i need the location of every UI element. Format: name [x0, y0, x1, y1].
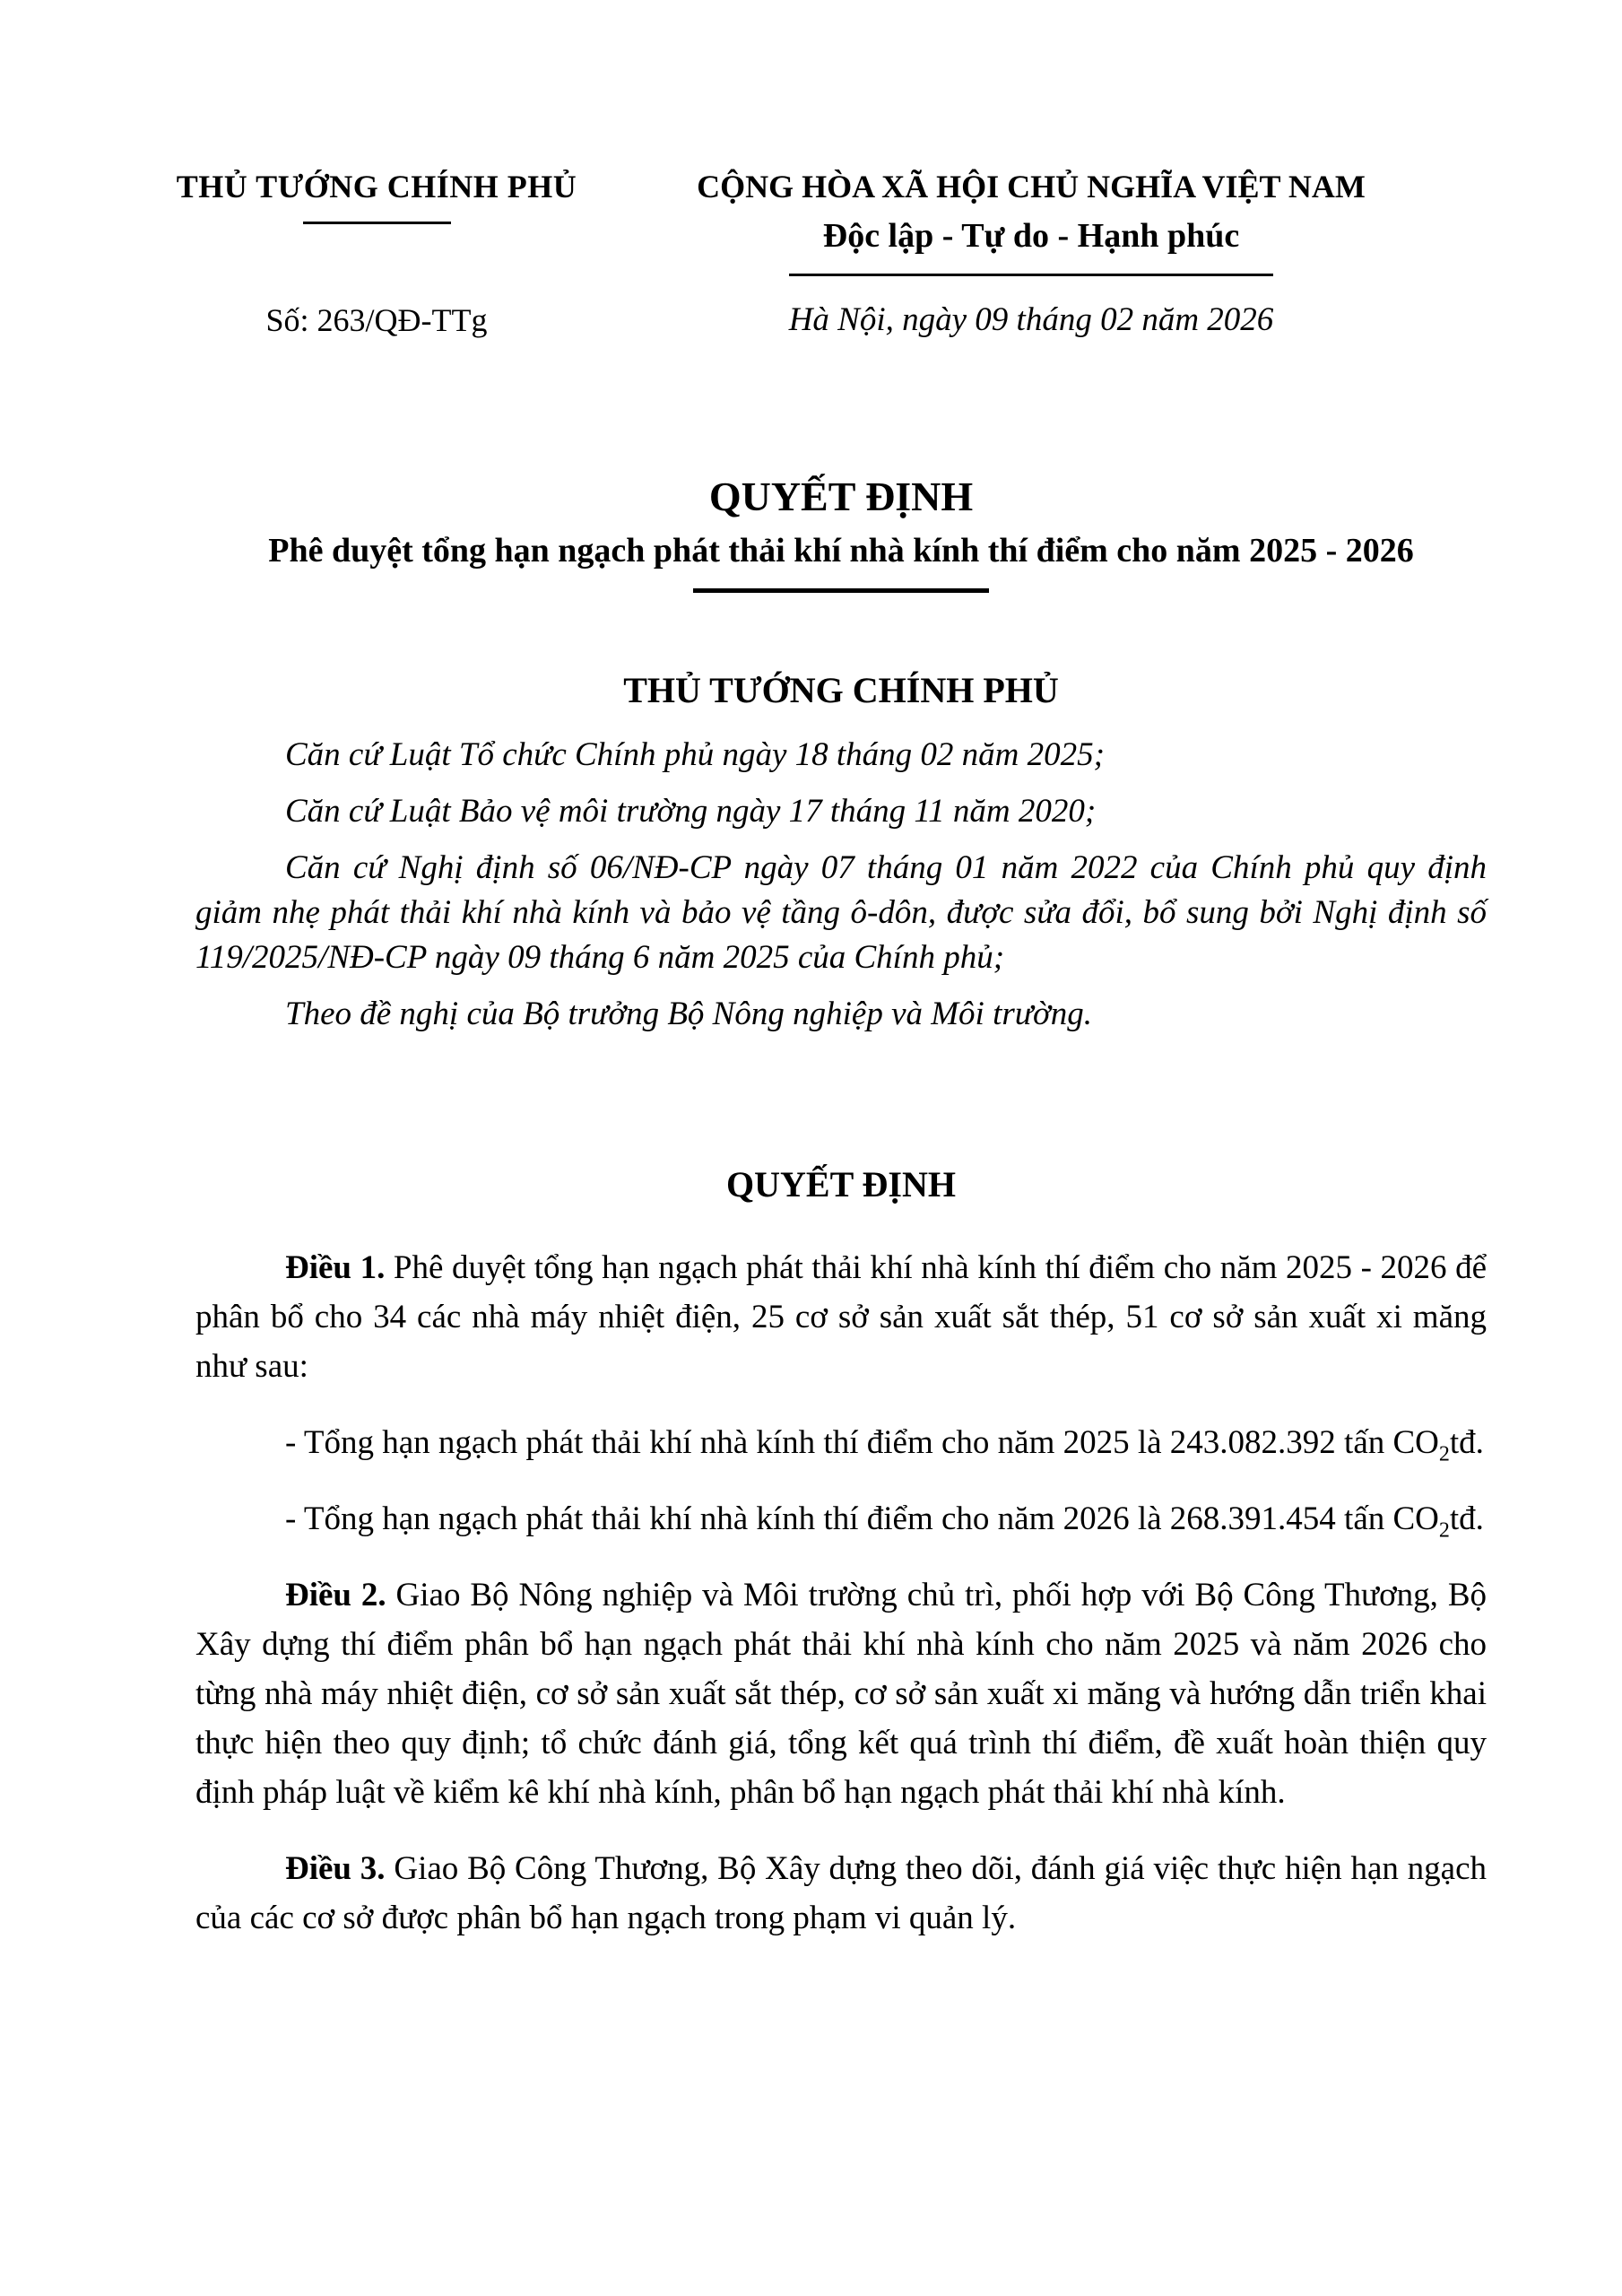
preamble-paragraph: Căn cứ Luật Bảo vệ môi trường ngày 17 tháng 11 năm 2020; — [285, 793, 1097, 830]
country-name: CỘNG HÒA XÃ HỘI CHỦ NGHĨA VIỆT NAM — [697, 169, 1366, 204]
article-2-text: Giao Bộ Nông nghiệp và Môi trường chủ trì, phối hợp với Bộ Công Thương, Bộ Xây dựng thí điểm phân bổ hạn ngạch phát thải khí nhà kính cho năm 2025 và năm 2026 cho từng nhà máy nhiệt điện, cơ sở sản xuất sắt thép, cơ sở sản xuất xi măng và hướng dẫn triển khai thực hiện theo quy định; tổ chức đánh giá, tổng kết quá trình thí điểm, đề xuất hoàn thiện quy định pháp luật về kiểm kê khí nhà kính, phân bổ hạn ngạch phát thải khí nhà kính. — [195, 1577, 1487, 1811]
document-number: Số: 263/QĐ-TTg — [265, 302, 488, 338]
document-body — [195, 0, 1487, 1943]
quota-item-2025 — [195, 1418, 1487, 1467]
article-2 — [195, 1570, 1487, 1817]
article-3 — [195, 1844, 1487, 1943]
article-3-label: Điều 3. — [285, 1850, 386, 1887]
quota-2025-text: - Tổng hạn ngạch phát thải khí nhà kính thí điểm cho năm 2025 là 243.082.392 tấn CO — [285, 1424, 1439, 1461]
co2-subscript: 2 — [1438, 1442, 1450, 1466]
issuer-heading: THỦ TƯỚNG CHÍNH PHỦ — [623, 670, 1059, 710]
preamble-paragraph: Căn cứ Nghị định số 06/NĐ-CP ngày 07 tháng 01 năm 2022 của Chính phủ quy định giảm nhẹ phát thải khí nhà kính và bảo vệ tầng ô-dôn, được sửa đổi, bổ sung bởi Nghị định số 119/2025/NĐ-CP ngày 09 tháng 6 năm 2025 của Chính phủ; — [195, 849, 1487, 976]
document-subtitle: Phê duyệt tổng hạn ngạch phát thải khí nhà kính thí điểm cho năm 2025 - 2026 — [268, 532, 1414, 570]
preamble-paragraph: Theo đề nghị của Bộ trưởng Bộ Nông nghiệp và Môi trường. — [285, 996, 1092, 1032]
issuing-authority-name: THỦ TƯỚNG CHÍNH PHỦ — [176, 169, 577, 204]
document-title: QUYẾT ĐỊNH — [708, 474, 974, 519]
article-3-text: Giao Bộ Công Thương, Bộ Xây dựng theo dõi, đánh giá việc thực hiện hạn ngạch của các cơ sở được phân bổ hạn ngạch trong phạm vi quản lý. — [195, 1850, 1488, 1936]
quota-item-2026 — [195, 1494, 1487, 1544]
article-1 — [195, 1243, 1487, 1391]
national-motto: Độc lập - Tự do - Hạnh phúc — [822, 217, 1240, 255]
place-and-date: Hà Nội, ngày 09 tháng 02 năm 2026 — [788, 301, 1274, 338]
quota-2025-unit-suffix: tđ. — [1449, 1424, 1484, 1461]
article-1-label: Điều 1. — [285, 1249, 386, 1286]
quota-2026-unit-suffix: tđ. — [1449, 1500, 1484, 1537]
decision-heading: QUYẾT ĐỊNH — [726, 1164, 956, 1205]
title-divider — [693, 588, 989, 593]
article-1-text: Phê duyệt tổng hạn ngạch phát thải khí nhà kính thí điểm cho năm 2025 - 2026 để phân bổ cho 34 các nhà máy nhiệt điện, 25 cơ sở sản xuất sắt thép, 51 cơ sở sản xuất xi măng như sau: — [195, 1249, 1487, 1385]
co2-subscript: 2 — [1438, 1518, 1450, 1543]
preamble-paragraph: Căn cứ Luật Tổ chức Chính phủ ngày 18 tháng 02 năm 2025; — [285, 736, 1105, 773]
quota-2026-text: - Tổng hạn ngạch phát thải khí nhà kính thí điểm cho năm 2026 là 268.391.454 tấn CO — [285, 1500, 1439, 1537]
article-2-label: Điều 2. — [285, 1577, 386, 1613]
